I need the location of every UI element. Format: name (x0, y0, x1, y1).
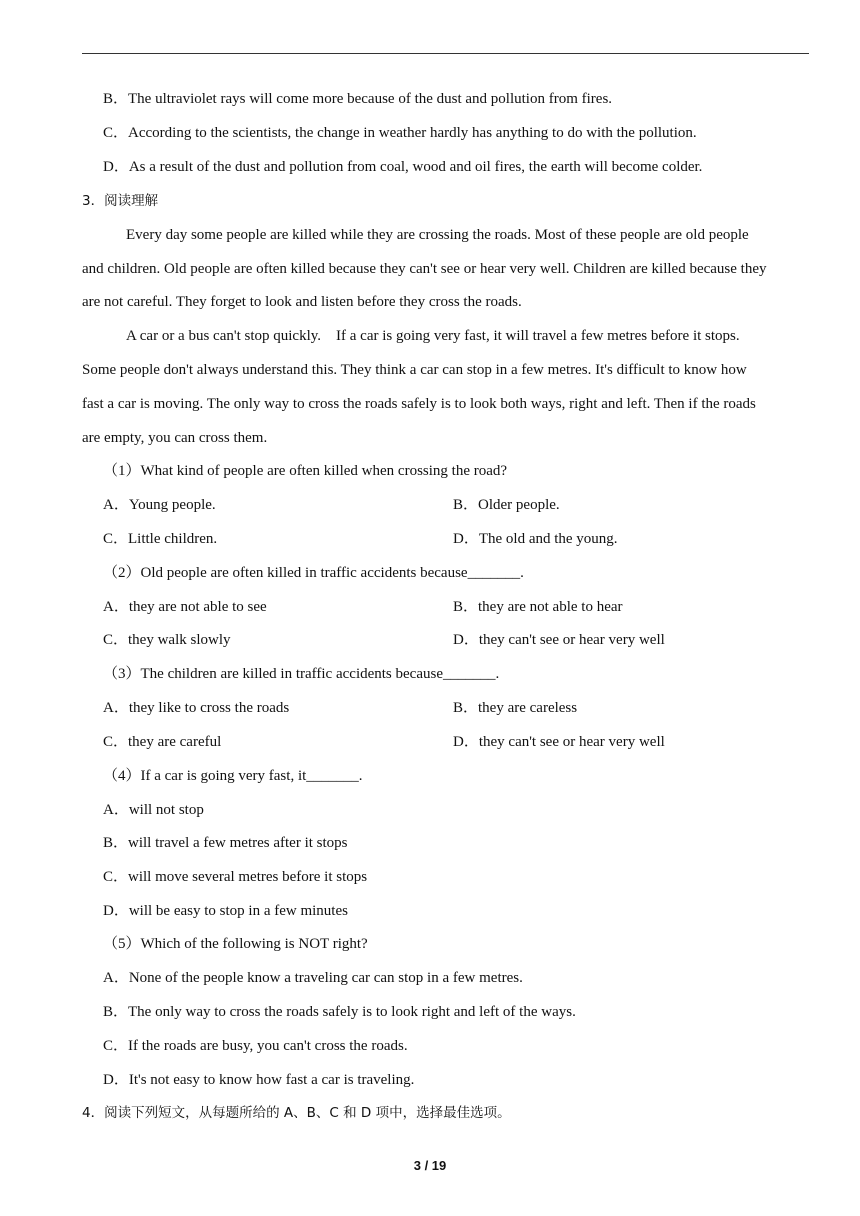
prev-option-d: D．As a result of the dust and pollution from coal, wood and oil fires, the earth will become colder. (103, 159, 703, 175)
option-d: D．they can't see or hear very well (453, 632, 665, 648)
sub-question-5-stem: （5）Which of the following is NOT right? (103, 936, 368, 952)
option-b: B．they are not able to hear (453, 599, 623, 615)
option-a: A．will not stop (103, 802, 204, 818)
option-a: A．they like to cross the roads (103, 700, 290, 716)
header-rule (82, 53, 809, 54)
option-d: D．The old and the young. (453, 531, 618, 547)
question-3-heading: 3．阅读理解 (82, 193, 159, 209)
option-b: B．they are careless (453, 700, 578, 716)
sub-question-4-stem: （4）If a car is going very fast, it_______. (103, 768, 363, 784)
option-c: C．they are careful (103, 734, 222, 750)
prev-option-b: B．The ultraviolet rays will come more because of the dust and pollution from fires. (103, 91, 613, 107)
passage-line: Every day some people are killed while they are crossing the roads. Most of these people are old people (126, 227, 749, 243)
sub-question-2-stem: （2）Old people are often killed in traffic accidents because_______. (103, 565, 524, 581)
option-a: A．Young people. (103, 497, 216, 513)
passage-line: A car or a bus can't stop quickly. If a car is going very fast, it will travel a few metres before it stops. (126, 328, 740, 344)
passage-line: fast a car is moving. The only way to cross the roads safely is to look both ways, right and left. Then if the roads (82, 396, 756, 412)
option-b: B．will travel a few metres after it stops (103, 835, 348, 851)
option-d: D．It's not easy to know how fast a car is traveling. (103, 1072, 415, 1088)
passage-line: and children. Old people are often killed because they can't see or hear very well. Children are killed because they (82, 261, 767, 277)
option-b: B．Older people. (453, 497, 560, 513)
prev-option-c: C．According to the scientists, the change in weather hardly has anything to do with the pollution. (103, 125, 697, 141)
option-d: D．will be easy to stop in a few minutes (103, 903, 348, 919)
option-c: C．will move several metres before it stops (103, 869, 368, 885)
passage-line: are not careful. They forget to look and listen before they cross the roads. (82, 294, 522, 310)
passage-line: Some people don't always understand this. They think a car can stop in a few metres. It's difficult to know how (82, 362, 747, 378)
option-a: A．None of the people know a traveling car can stop in a few metres. (103, 970, 523, 986)
option-d: D．they can't see or hear very well (453, 734, 665, 750)
page-number: 3 / 19 (413, 1158, 447, 1173)
question-4-heading: 4．阅读下列短文，从每题所给的 A、B、C 和 D 项中，选择最佳选项。 (82, 1105, 511, 1121)
option-a: A．they are not able to see (103, 599, 267, 615)
option-c: C．Little children. (103, 531, 218, 547)
option-c: C．they walk slowly (103, 632, 231, 648)
option-b: B．The only way to cross the roads safely is to look right and left of the ways. (103, 1004, 576, 1020)
passage-line: are empty, you can cross them. (82, 430, 268, 446)
sub-question-3-stem: （3）The children are killed in traffic accidents because_______. (103, 666, 500, 682)
sub-question-1-stem: （1）What kind of people are often killed when crossing the road? (103, 463, 508, 479)
option-c: C．If the roads are busy, you can't cross the roads. (103, 1038, 408, 1054)
